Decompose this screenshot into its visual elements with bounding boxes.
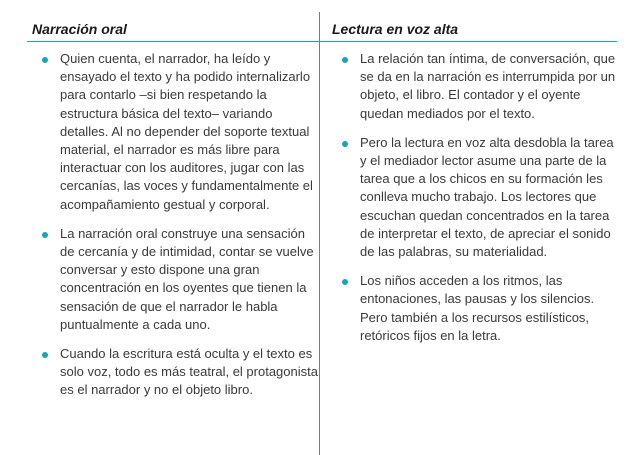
column-title: Lectura en voz alta	[332, 21, 459, 37]
list-item	[27, 50, 319, 214]
header-underline	[27, 41, 319, 42]
bullet-icon	[42, 352, 48, 358]
list-item	[327, 272, 617, 345]
bullet-icon	[42, 232, 48, 238]
list-item-text: Quien cuenta, el narrador, ha leído y ensayado el texto y ha podido internalizarlo para contarlo –si bien respetando la estructura básica del texto– variando detalles. Al no depender del soporte textual material, el narrador es más libre para interactuar con los auditores, jugar con las cercanías, las voces y fundamentalmente el acompañamiento gestual y corporal.	[60, 51, 313, 212]
list-item	[27, 345, 319, 400]
list-item	[327, 134, 617, 261]
column-title: Narración oral	[32, 21, 127, 37]
list-item-text: Pero la lectura en voz alta desdobla la tarea y el mediador lector asume una parte de la tarea que a los chicos en su formación les conlleva mucho trabajo. Los lectores que escuchan quedan concentrados en la tarea de interpretar el texto, de apreciar el sonido de las palabras, su materialidad.	[360, 134, 614, 260]
lectura-en-voz-alta-list	[327, 50, 617, 356]
column-header-narracion-oral	[27, 20, 317, 38]
bullet-icon	[342, 57, 348, 63]
column-divider	[319, 12, 320, 455]
narracion-oral-list	[27, 50, 319, 411]
bullet-icon	[342, 279, 348, 285]
list-item-text: La narración oral construye una sensación de cercanía y de intimidad, contar se vuelve conversar y esto dispone una gran concentración en los oyentes que tienen la sensación de que el narrador le habla puntualmente a cada uno.	[60, 225, 314, 332]
column-header-lectura-en-voz-alta	[327, 20, 617, 38]
list-item	[27, 225, 319, 334]
list-item	[327, 50, 617, 123]
bullet-icon	[342, 141, 348, 147]
bullet-icon	[42, 57, 48, 63]
list-item-text: Cuando la escritura está oculta y el texto es solo voz, todo es más teatral, el protagonista es el narrador y no el objeto libro.	[60, 346, 318, 398]
header-underline	[320, 41, 617, 42]
list-item-text: Los niños acceden a los ritmos, las entonaciones, las pausas y los silencios. Pero también a los recursos estilísticos, retóricos fijos en la letra.	[360, 273, 595, 343]
list-item-text: La relación tan íntima, de conversación, que se da en la narración es interrumpida por un objeto, el libro. El contador y el oyente quedan mediados por el texto.	[360, 51, 616, 121]
